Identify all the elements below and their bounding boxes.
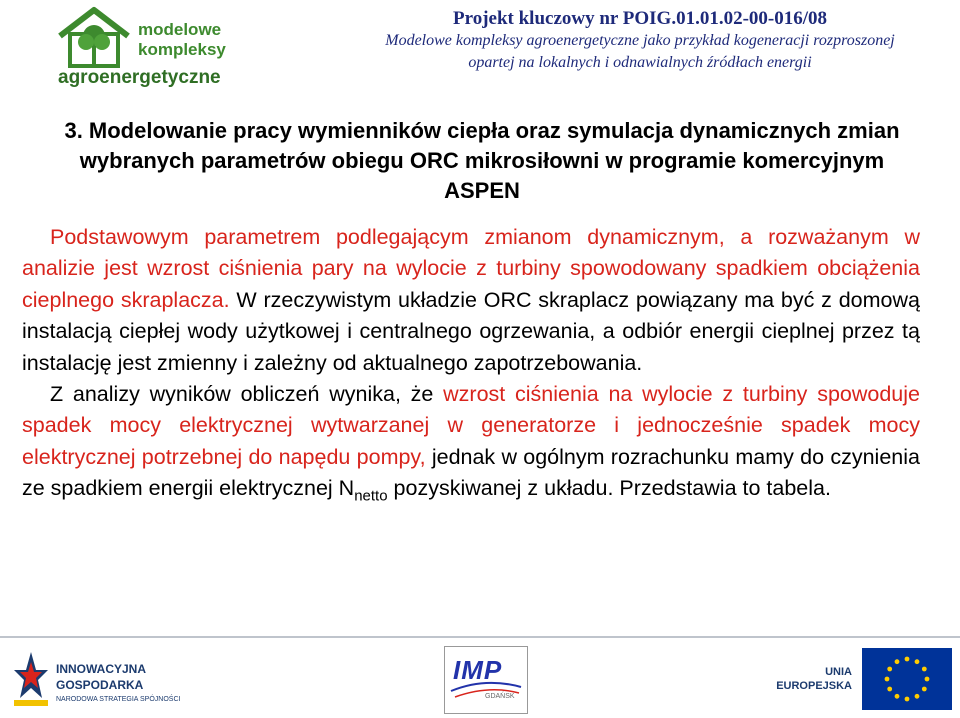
ig-text-line2: GOSPODARKA: [56, 678, 144, 692]
paragraph-1-text: W rzeczywistym układzie ORC skraplacz powiązany ma być z domową instalacją ciepłej wody użytkowej i centralnego ogrzewania, a odbiór energii cieplnej przez tą instalację jest zmienny i zależny od aktualnego zapotrzebowania.: [22, 287, 920, 375]
eu-text-line1: UNIA: [825, 666, 852, 678]
paragraph-2-highlight: wzrost ciśnienia na wylocie z turbiny spowoduje spadek mocy elektrycznej wytwarzanej w generatorze i jednocześnie spadek mocy elektrycznej potrzebnej do napędu pompy,: [22, 382, 920, 469]
slide-header: [0, 0, 960, 100]
slide-footer: [0, 636, 960, 718]
slide-body: [22, 222, 920, 505]
footer-divider: [0, 636, 960, 638]
imp-logo: [444, 646, 528, 714]
paragraph-1: [22, 222, 920, 379]
innowacyjna-gospodarka-logo: [6, 644, 202, 714]
heading-line1: 3. Modelowanie pracy wymienników ciepła oraz symulacja dynamicznych zmian: [64, 118, 900, 143]
ig-text-line1: INNOWACYJNA: [56, 662, 147, 676]
heading-line2: wybranych parametrów obiegu ORC mikrosiłowni w programie komercyjnym: [79, 148, 885, 173]
logo-text-line3: agroenergetyczne: [58, 67, 221, 88]
tree-house-icon: [56, 6, 134, 68]
imp-logo-subtext: GDAŃSK: [485, 693, 515, 700]
slide-heading: [22, 116, 942, 206]
project-subtitle-line2: opartej na lokalnych i odnawialnych źródłach energii: [468, 54, 812, 71]
paragraph-2-text-b: jednak w ogólnym rozrachunku mamy do czynienia ze spadkiem energii elektrycznej N: [22, 444, 920, 501]
n-netto-subscript: netto: [354, 487, 388, 505]
ig-star-icon: [12, 648, 50, 710]
project-subtitle-line1: Modelowe kompleksy agroenergetyczne jako przykład kogeneracji rozproszonej: [385, 32, 895, 49]
eu-flag-icon: [862, 648, 952, 710]
imp-logo-text: IMP: [453, 655, 503, 685]
heading-line3: ASPEN: [444, 178, 520, 203]
eu-text-line2: EUROPEJSKA: [776, 680, 852, 692]
paragraph-2: [22, 379, 920, 505]
project-title: Projekt kluczowy nr POIG.01.01.02-00-016/08: [453, 8, 827, 29]
paragraph-2-text-a: Z analizy wyników obliczeń wynika, że: [50, 382, 444, 407]
ig-text-line3: NARODOWA STRATEGIA SPÓJNOŚCI: [56, 696, 181, 703]
paragraph-2-text-c: pozyskiwanej z układu. Przedstawia to tabela.: [387, 476, 831, 501]
logo-text-line2: kompleksy: [138, 40, 226, 59]
paragraph-1-highlight: Podstawowym parametrem podlegającym zmianom dynamicznym, a rozważanym w analizie jest wzrost ciśnienia pary na wylocie z turbiny spowodowany spadkiem obciążenia cieplnego skraplacza.: [22, 225, 920, 312]
logo-text-line1: modelowe: [138, 20, 222, 39]
modelowe-kompleksy-logo: [46, 2, 226, 94]
